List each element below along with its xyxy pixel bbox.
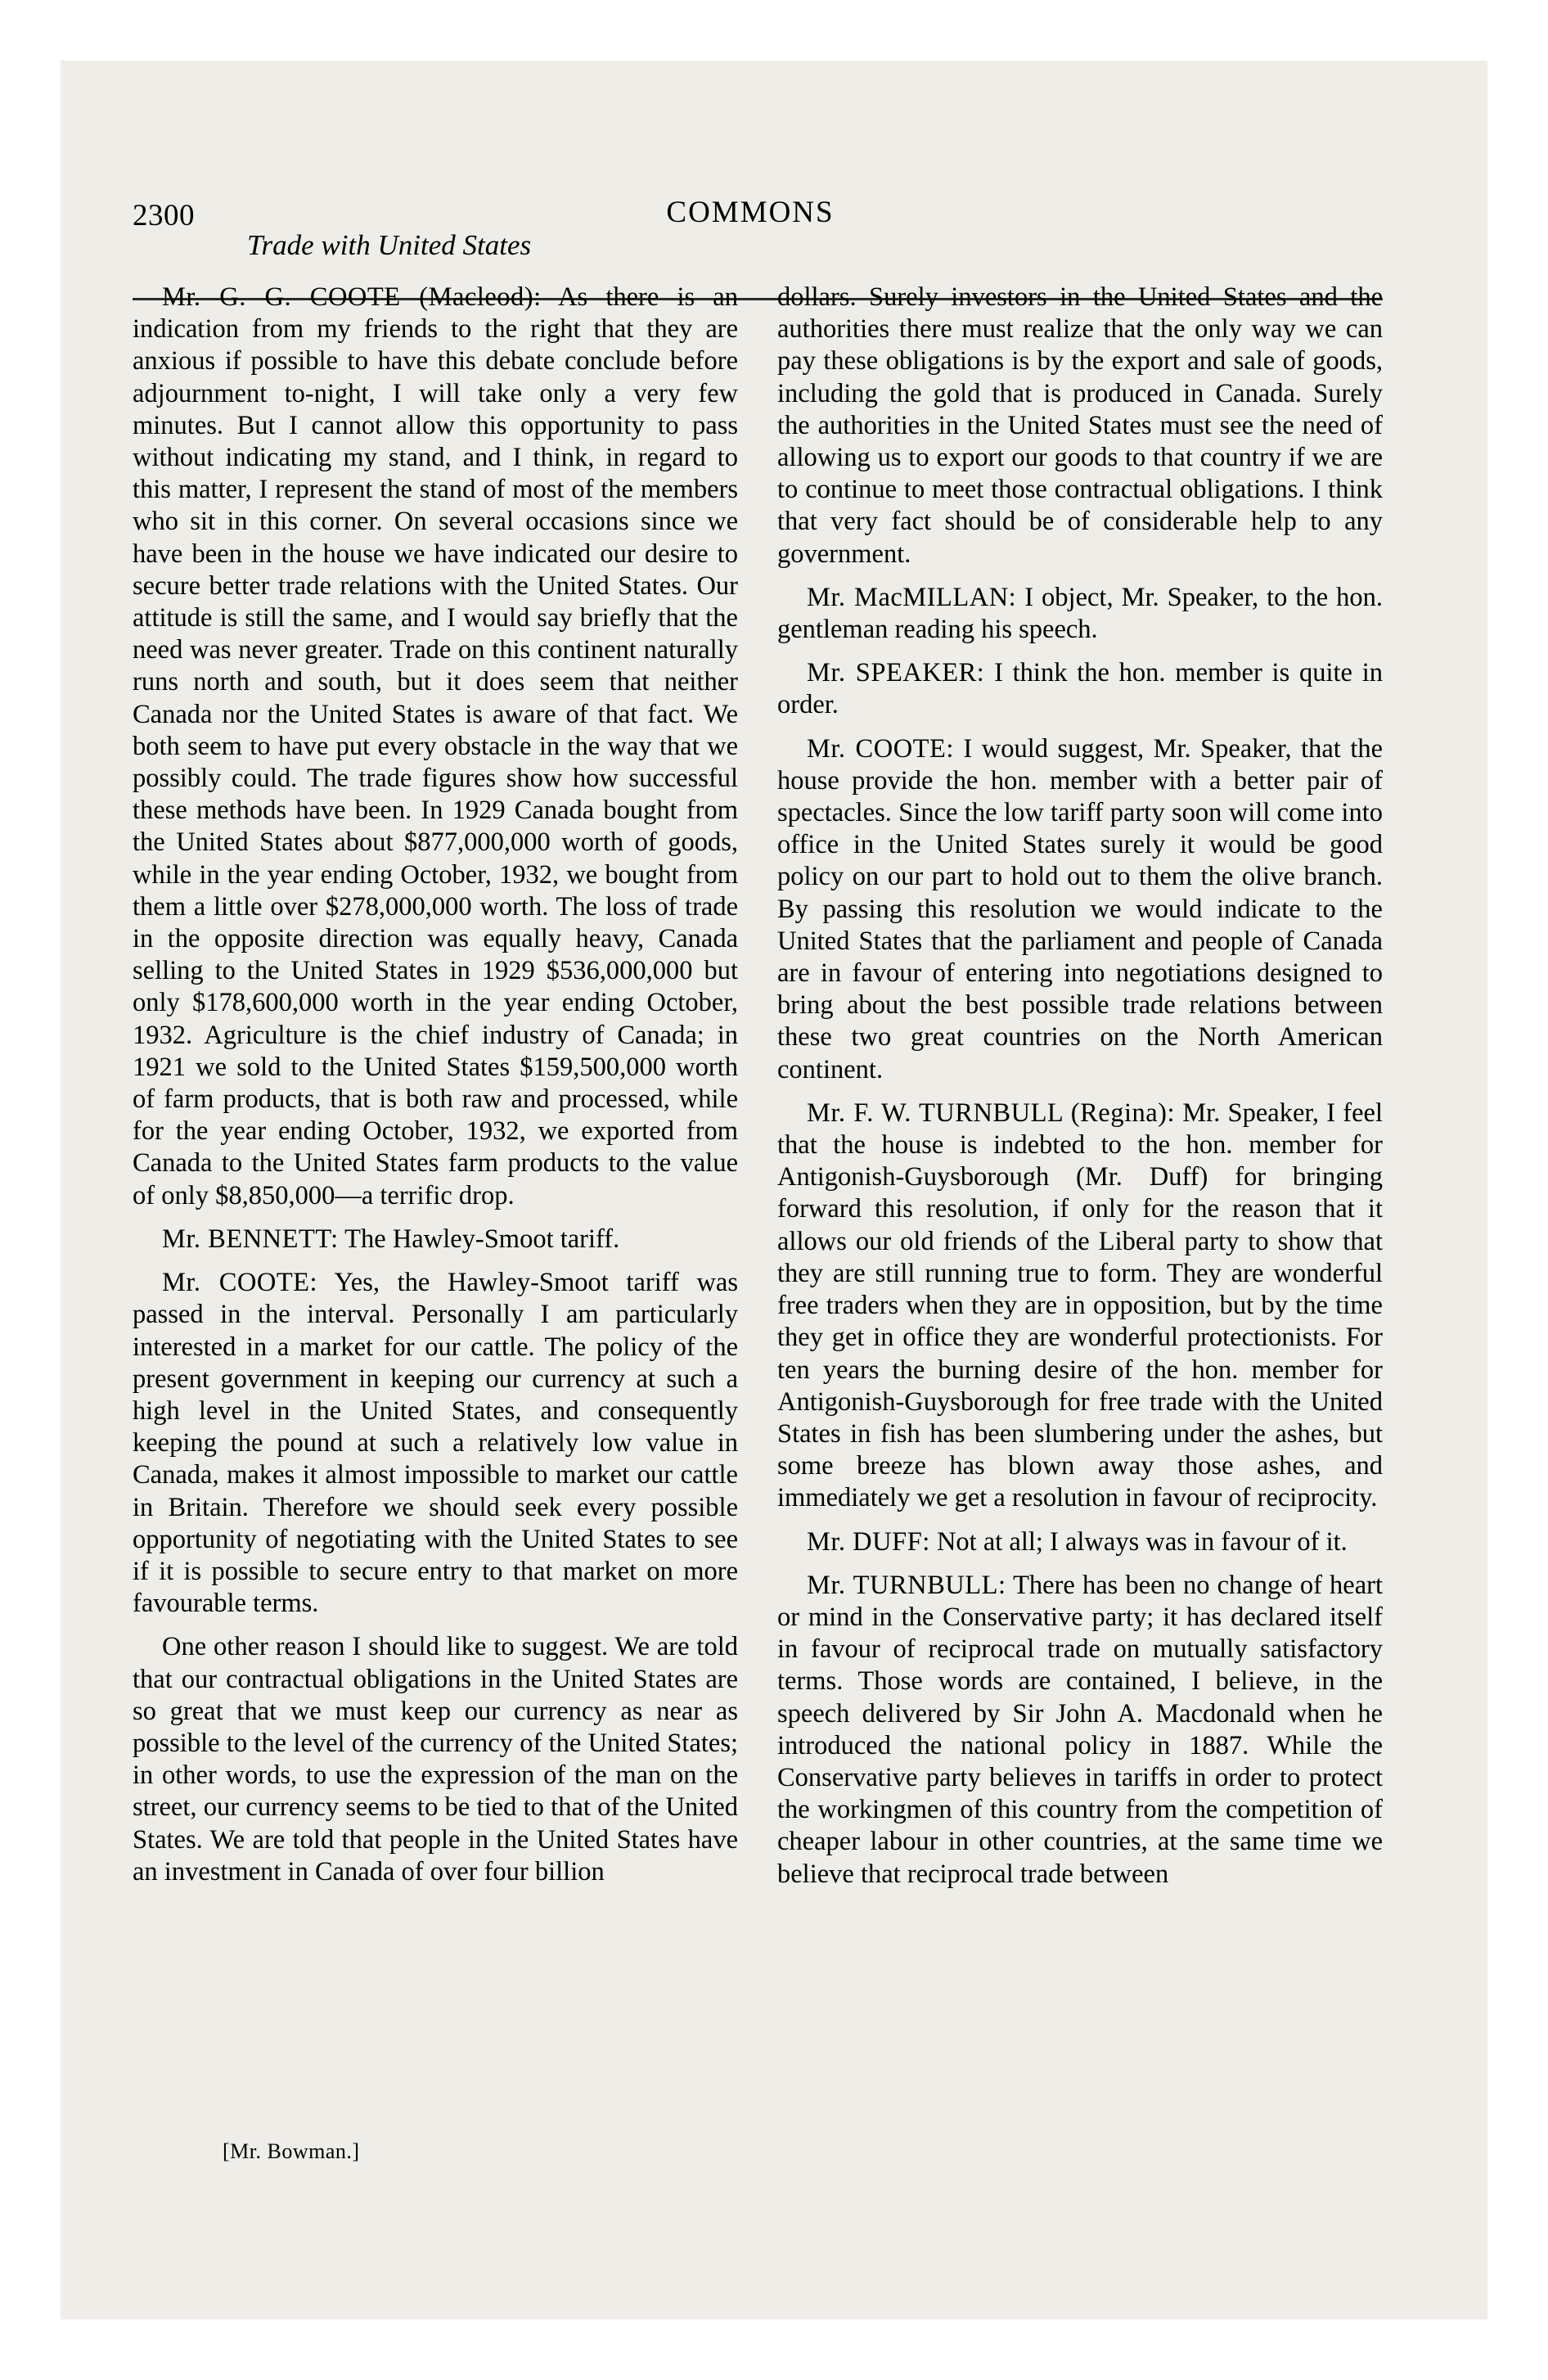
left-column (133, 282, 738, 1900)
paragraph-text: Yes, the Hawley-Smoot tariff was passed in the interval. Personally I am particularly interested in a market for our cattle. The policy of the present government in keeping our currency at such a high level in the United States, and consequently keeping the pound at such a relatively low value in Canada, makes it almost impossible to market our cattle in Britain. Therefore we should seek every possible opportunity of negotiating with the United States to see if it is possible to secure entry to that market on more favourable terms. (133, 1268, 739, 1619)
paragraph-text: I think the hon. member is quite in order. (777, 658, 1383, 720)
paragraph-text: dollars. Surely investors in the United States and the authorities there must realize that the only way we can pay these obligations is by the export and sale of goods, including the gold that is produced in Canada. Surely the authorities in the United States must see the need of allowing us to export our goods to that country if we are to continue to meet those contractual obligations. I think that very fact should be of considerable help to any government. (777, 282, 1383, 569)
paragraph-continuation (777, 282, 1383, 570)
paragraph (777, 1570, 1383, 1891)
right-column (777, 282, 1383, 1902)
paragraph (777, 582, 1383, 646)
section-title: Trade with United States (247, 229, 532, 261)
paragraph (133, 1224, 738, 1255)
paragraph-text: I object, Mr. Speaker, to the hon. gentleman reading his speech. (777, 582, 1384, 645)
page-number: 2300 (133, 199, 195, 232)
paragraph (777, 1098, 1383, 1515)
speaker-name: Mr. BENNETT: (162, 1224, 339, 1254)
paragraph (133, 1267, 738, 1620)
paragraph-text: The Hawley-Smoot tariff. (344, 1224, 620, 1254)
speaker-name: Mr. DUFF: (807, 1526, 930, 1557)
footnote: [Mr. Bowman.] (223, 2139, 360, 2163)
scanned-page (61, 61, 1487, 2319)
paragraph (777, 733, 1383, 1086)
paragraph (133, 282, 738, 1212)
speaker-name: Mr. F. W. TURNBULL (Regina): (807, 1098, 1176, 1128)
paragraph (777, 1526, 1383, 1558)
text-columns (133, 282, 1383, 2238)
speaker-name: Mr. MacMILLAN: (807, 582, 1017, 612)
paragraph-text: Mr. Speaker, I feel that the house is indebted to the hon. member for Antigonish-Guysborough (Mr. Duff) for bringing forward this resolution, if only for the reason that it allows our old friends of the Liberal party to show that they are still running true to form. They are wonderful free traders when they are in opposition, but by the time they get in office they are wonderful protectionists. For ten years the burning desire of the hon. member for Antigonish-Guysborough for free trade with the United States in fish has been slumbering under the ashes, but some breeze has blown away those ashes, and immediately we get a resolution in favour of reciprocity. (777, 1098, 1384, 1513)
running-title: COMMONS (666, 196, 835, 229)
paragraph-text: There has been no change of heart or mind in the Conservative party; it has declared itself in favour of reciprocal trade on mutually satisfactory terms. Those words are contained, I believe, in the speech delivered by Sir John A. Macdonald when he introduced the national policy in 1887. While the Conservative party believes in tariffs in order to protect the workingmen of this country from the competition of cheaper labour in other countries, at the same time we believe that reciprocal trade between (777, 1570, 1383, 1889)
speaker-name: Mr. G. G. COOTE (Macleod): (162, 282, 542, 312)
paragraph (133, 1631, 738, 1888)
paragraph (777, 657, 1383, 721)
paragraph-text: As there is an indication from my friends to the right that they are anxious if possible to have this debate conclude before adjournment to-night, I will take only a very few minutes. But I cannot allow this opportunity to pass without indicating my stand, and I think, in regard to this matter, I represent the stand of most of the members who sit in this corner. On several occasions since we have been in the house we have indicated our desire to secure better trade relations with the United States. Our attitude is still the same, and I would say briefly that the need was never greater. Trade on this continent naturally runs north and south, but it does seem that neither Canada nor the United States is aware of that fact. We both seem to have put every obstacle in the way that we possibly could. The trade figures show how successful these methods have been. In 1929 Canada bought from the United States about $877,000,000 worth of goods, while in the year ending October, 1932, we bought from them a little over $278,000,000 worth. The loss of trade in the opposite direction was equally heavy, Canada selling to the United States in 1929 $536,000,000 but only $178,600,000 worth in the year ending October, 1932. Agriculture is the chief industry of Canada; in 1921 we sold to the United States $159,500,000 worth of farm products, that is both raw and processed, while for the year ending October, 1932, we exported from Canada to the United States farm products to the value of only $8,850,000—a terrific drop. (133, 282, 738, 1210)
paragraph-text: I would suggest, Mr. Speaker, that the house provide the hon. member with a better pair of spectacles. Since the low tariff party soon will come into office in the United States surely it would be good policy on our part to hold out to them the olive branch. By passing this resolution we would indicate to the United States that the parliament and people of Canada are in favour of entering into negotiations designed to bring about the best possible trade relations between these two great countries on the North American continent. (777, 733, 1384, 1084)
speaker-name: Mr. COOTE: (807, 733, 954, 764)
paragraph-text: One other reason I should like to suggest. We are told that our contractual obligations in the United States are so great that we must keep our currency as near as possible to the level of the currency of the United States; in other words, to use the expression of the man on the street, our currency seems to be tied to that of the United States. We are told that people in the United States have an investment in Canada of over four billion (133, 1632, 738, 1886)
speaker-name: Mr. SPEAKER: (807, 658, 985, 688)
speaker-name: Mr. COOTE: (162, 1268, 318, 1298)
page-header (133, 126, 1368, 261)
speaker-name: Mr. TURNBULL: (807, 1570, 1006, 1600)
paragraph-text: Not at all; I always was in favour of it. (936, 1526, 1348, 1557)
